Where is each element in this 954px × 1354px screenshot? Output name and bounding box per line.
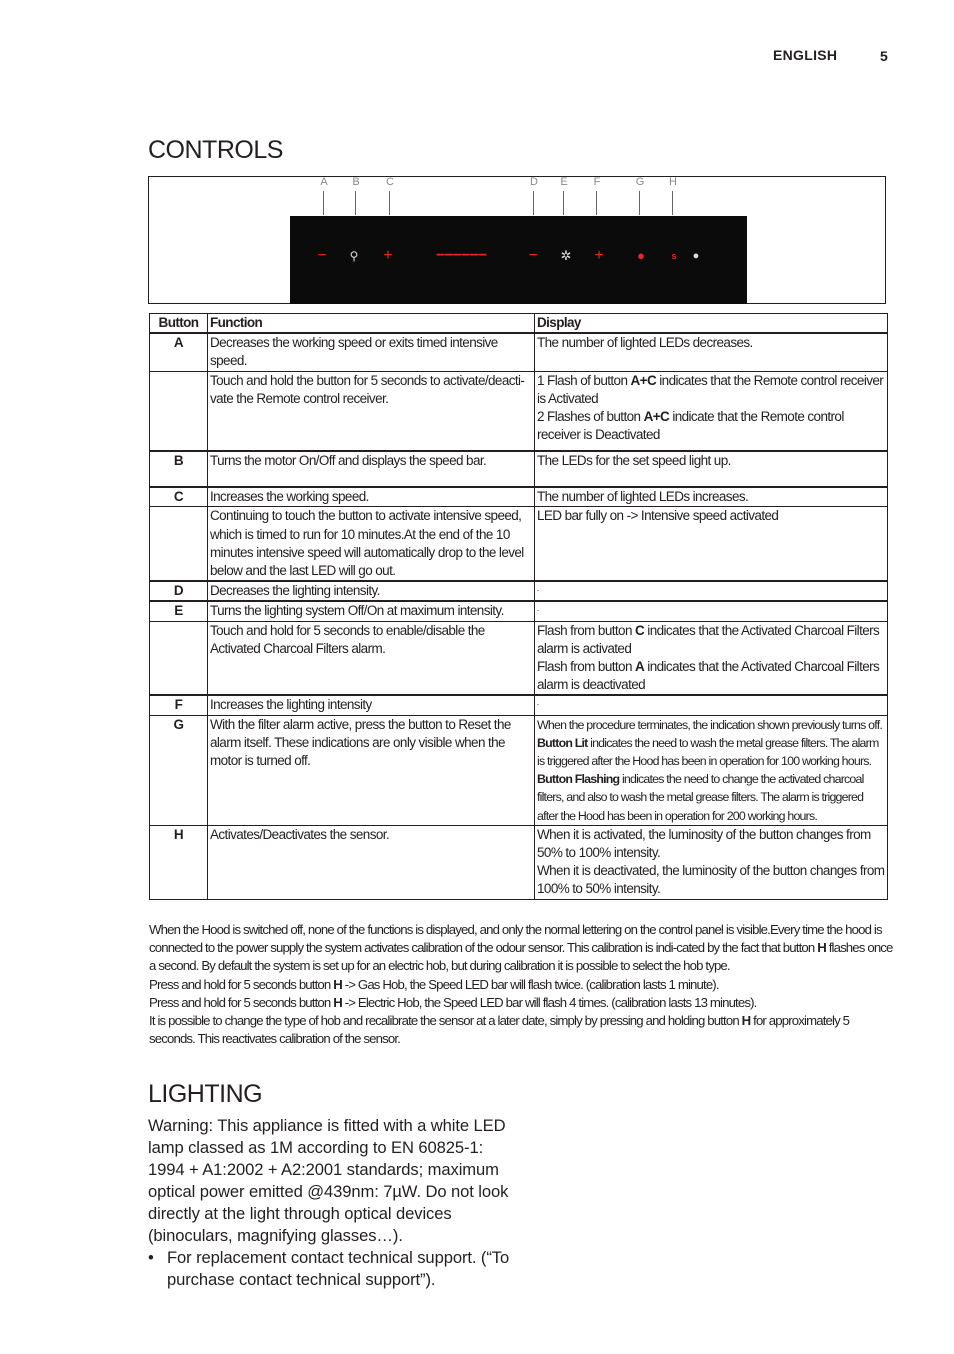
light-icon: ✲ (560, 248, 572, 263)
display-cell: 1 Flash of button A+C indicates that the Remote control receiver is Activated 2 Flashes of button A+C indicate that the Remote control receiver is Deactivated (535, 371, 888, 451)
table-header-row (150, 314, 888, 334)
plus-light-icon: + (594, 247, 604, 264)
minus-light-icon: − (528, 247, 538, 264)
table-row (150, 695, 888, 715)
lighting-bullet (148, 1247, 518, 1291)
display-cell: Flash from button C indicates that the Activated Charcoal Filters alarm is activated Flash from button A indicates that the Activated Charcoal Filters alarm is deactivated (535, 621, 888, 695)
button-label (150, 507, 208, 581)
lighting-body (148, 1115, 518, 1291)
leader-line-a (323, 191, 324, 215)
button-label: H (150, 825, 208, 899)
minus-speed-icon: − (317, 247, 327, 264)
note-paragraph: Press and hold for 5 seconds button H -> Gas Hob, the Speed LED bar will flash twice. (calibration lasts 1 minute). (149, 976, 719, 992)
callout-a: A (320, 176, 328, 188)
display-cell: - (535, 581, 888, 601)
table-row (150, 715, 888, 825)
table-row (150, 621, 888, 695)
display-cell: LED bar fully on -> Intensive speed activated (535, 507, 888, 581)
header-button: Button (150, 314, 208, 334)
leader-line-g (639, 191, 640, 215)
lighting-warning: Warning: This appliance is fitted with a white LED lamp classed as 1M according to EN 60825-1: 1994 + A1:2002 + A2:2001 standards; maximum optical power emitted @439nm: 7µW. Do not look directly at the light through optical devices (binoculars, magnifying glasses…). (148, 1116, 509, 1245)
table-row (150, 507, 888, 581)
calibration-notes (149, 921, 894, 1048)
header-display: Display (535, 314, 888, 334)
function-cell: Increases the working speed. (208, 487, 535, 507)
display-cell: - (535, 601, 888, 621)
display-cell: The LEDs for the set speed light up. (535, 451, 888, 487)
button-label: A (150, 333, 208, 371)
leader-line-d (533, 191, 534, 215)
button-label: D (150, 581, 208, 601)
function-cell: Activates/Deactivates the sensor. (208, 825, 535, 899)
table-row (150, 581, 888, 601)
callout-b: B (352, 176, 360, 188)
table-row (150, 601, 888, 621)
display-cell: When it is activated, the luminosity of the button changes from 50% to 100% intensity. When it is deactivated, the luminosity of the button changes from 100% to 50% intensity. (535, 825, 888, 899)
note-paragraph: Press and hold for 5 seconds button H -> Electric Hob, the Speed LED bar will flash 4 times. (calibration lasts 13 minutes). (149, 994, 757, 1010)
callout-c: C (386, 176, 394, 188)
function-cell: With the filter alarm active, press the button to Reset the alarm itself. These indications are only visible when the motor is turned off. (208, 715, 535, 825)
function-cell: Decreases the working speed or exits timed intensive speed. (208, 333, 535, 371)
callout-g: G (635, 176, 645, 188)
table-row (150, 487, 888, 507)
lighting-bullet-text: For replacement contact technical support. (“To purchase contact technical support”). (167, 1248, 510, 1289)
fan-icon: ⚲ (349, 249, 359, 263)
header-function: Function (208, 314, 535, 334)
sensor-dot-icon: ● (692, 250, 700, 262)
leader-line-e (563, 191, 564, 215)
leader-line-b (355, 191, 356, 215)
table-row (150, 825, 888, 899)
speed-led-bar: −−−−−− (435, 247, 487, 264)
function-cell: Increases the lighting intensity (208, 695, 535, 715)
lighting-heading: LIGHTING (148, 1080, 263, 1108)
leader-line-f (596, 191, 597, 215)
function-cell: Decreases the lighting intensity. (208, 581, 535, 601)
button-label: E (150, 601, 208, 621)
filter-alarm-icon: ● (637, 248, 645, 263)
button-label: B (150, 451, 208, 487)
plus-speed-icon: + (383, 247, 393, 264)
button-label: G (150, 715, 208, 825)
function-cell: Turns the motor On/Off and displays the speed bar. (208, 451, 535, 487)
button-label: F (150, 695, 208, 715)
note-paragraph: When the Hood is switched off, none of the functions is displayed, and only the normal lettering on the control panel is visible.Every time the hood is connected to the power supply the system activates calibration of the odour sensor. This calibration is indi-cated by the fact that button H flashes once a second. By default the system is set up for an electric hob, but during calibration it is possible to select the hob type. (149, 922, 893, 974)
table-row (150, 451, 888, 487)
controls-heading: CONTROLS (148, 136, 283, 164)
display-cell: When the procedure terminates, the indication shown previously turns off. Button Lit indicates the need to wash the metal grease filters. The alarm is triggered after the Hood has been in operation for 100 working hours. Button Flashing indicates the need to change the activated charcoal filters, and also to wash the metal grease filters. The alarm is triggered after the Hood has been in operation for 200 working hours. (535, 715, 888, 825)
page-number: 5 (880, 48, 888, 64)
button-label (150, 371, 208, 451)
display-cell: - (535, 695, 888, 715)
button-label (150, 621, 208, 695)
display-cell: The number of lighted LEDs increases. (535, 487, 888, 507)
function-cell: Touch and hold for 5 seconds to enable/disable the Activated Charcoal Filters alarm. (208, 621, 535, 695)
callout-f: F (593, 176, 601, 188)
table-row (150, 333, 888, 371)
table-row (150, 371, 888, 451)
display-cell: The number of lighted LEDs decreases. (535, 333, 888, 371)
note-paragraph: It is possible to change the type of hob and recalibrate the sensor at a later date, simply by pressing and holding button H for approximately 5 seconds. This reactivates calibration of the sensor. (149, 1013, 850, 1047)
leader-line-c (389, 191, 390, 215)
callout-h: H (669, 176, 677, 188)
function-cell: Turns the lighting system Off/On at maximum intensity. (208, 601, 535, 621)
leader-line-h (672, 191, 673, 215)
button-label: C (150, 487, 208, 507)
function-cell: Continuing to touch the button to activate intensive speed, which is timed to run for 10 minutes.At the end of the 10 minutes intensive speed will automatically drop to the level below and the last LED will go out. (208, 507, 535, 581)
header-language: ENGLISH (773, 47, 838, 63)
callout-e: E (560, 176, 568, 188)
sensor-s-icon: s (671, 251, 677, 261)
bullet-icon: • (148, 1248, 154, 1267)
function-cell: Touch and hold the button for 5 seconds to activate/deacti-vate the Remote control receiver. (208, 371, 535, 451)
callout-d: D (530, 176, 538, 188)
controls-table (149, 313, 888, 900)
